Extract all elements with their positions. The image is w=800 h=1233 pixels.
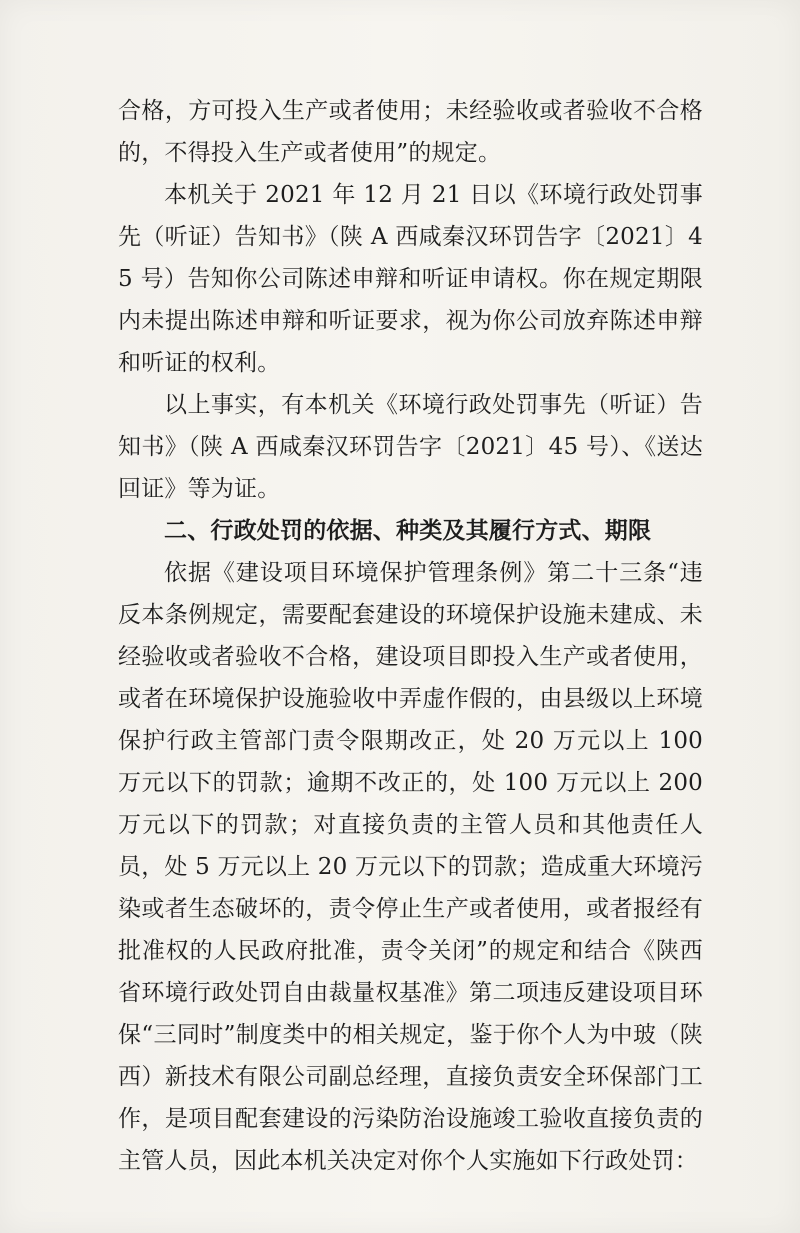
paragraph-evidence: 以上事实，有本机关《环境行政处罚事先（听证）告知书》（陕 A 西咸秦汉环罚告字〔2021〕45 号）、《送达回证》等为证。: [118, 392, 703, 502]
paragraph-continuation: 合格，方可投入生产或者使用；未经验收或者验收不合格的，不得投入生产或者使用”的规定。: [118, 98, 703, 166]
paragraph-legal-basis: 依据《建设项目环境保护管理条例》第二十三条“违反本条例规定，需要配套建设的环境保护设施未建成、未经验收或者验收不合格，建设项目即投入生产或者使用，或者在环境保护设施验收中弄虚作假的，由县级以上环境保护行政主管部门责令限期改正，处 20 万元以上 100 万元以下的罚款；逾期不改正的，处 100 万元以上 200 万元以下的罚款；对直接负责的主管人员和其他责任人员，处 5 万元以上 20 万元以下的罚款；造成重大环境污染或者生态破坏的，责令停止生产或者使用，或者报经有批准权的人民政府批准，责令关闭”的规定和结合《陕西省环境行政处罚自由裁量权基准》第二项违反建设项目环保“三同时”制度类中的相关规定，鉴于你个人为中玻（陕西）新技术有限公司副总经理，直接负责安全环保部门工作，是项目配套建设的污染防治设施竣工验收直接负责的主管人员，因此本机关决定对你个人实施如下行政处罚：: [118, 560, 703, 1174]
section-heading: 二、行政处罚的依据、种类及其履行方式、期限: [164, 517, 652, 544]
paragraph-notice: 本机关于 2021 年 12 月 21 日以《环境行政处罚事先（听证）告知书》（陕 A 西咸秦汉环罚告字〔2021〕45 号）告知你公司陈述申辩和听证申请权。你在规定期限内未提出陈述申辩和听证要求，视为你公司放弃陈述申辩和听证的权利。: [118, 182, 703, 376]
document-body: [118, 90, 703, 1182]
